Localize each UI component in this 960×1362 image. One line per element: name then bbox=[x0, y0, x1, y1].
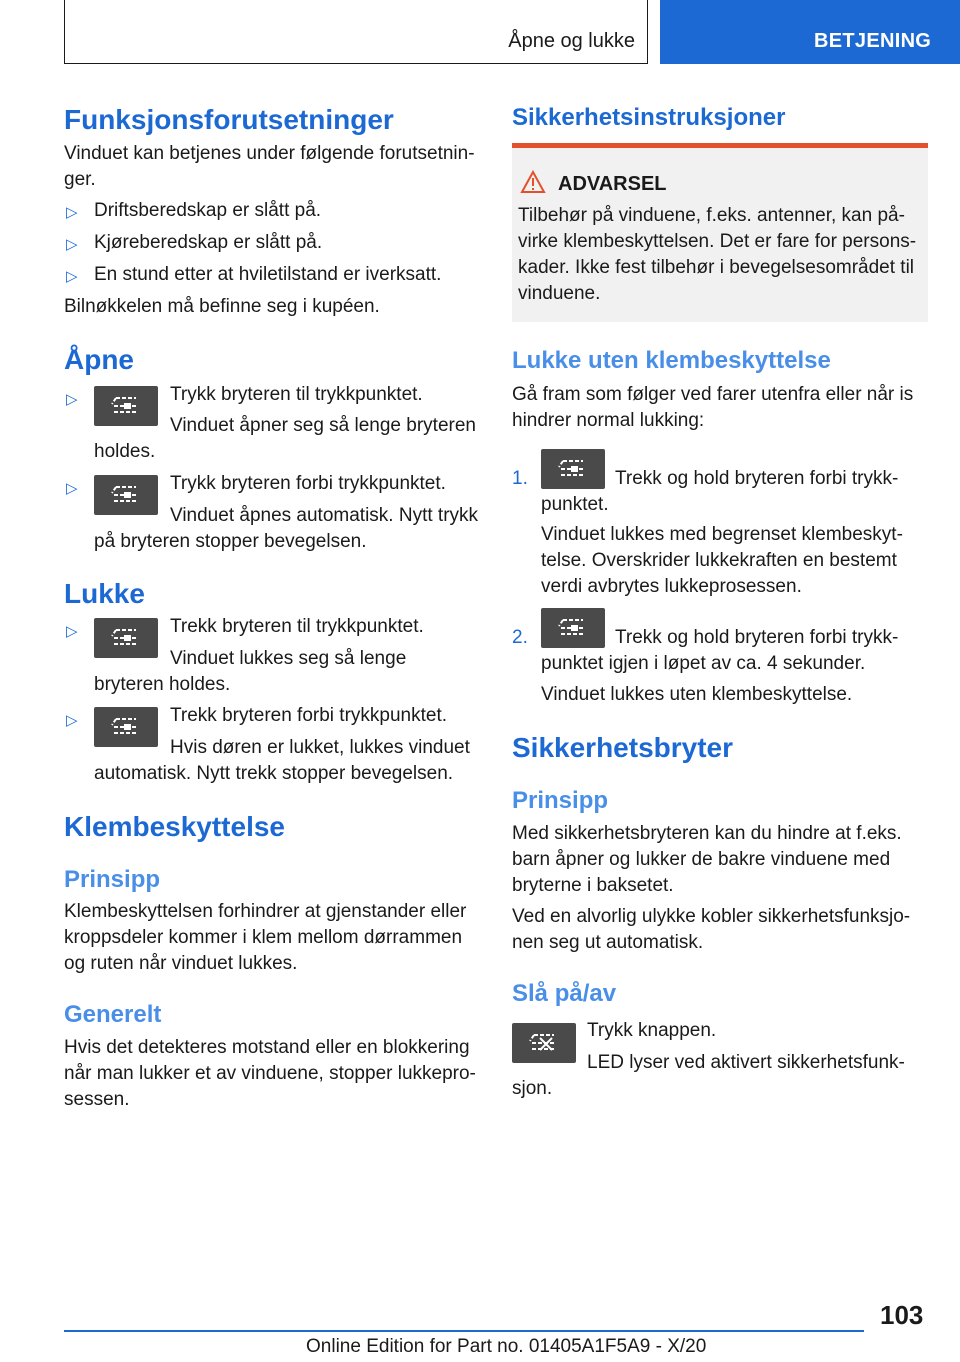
func-outro: Bilnøkkelen må befinne seg i kupéen. bbox=[64, 296, 380, 317]
edition-note: Online Edition for Part no. 01405A1F5A9 - X/20 bbox=[306, 1336, 707, 1357]
heading-prinsipp: Prinsipp bbox=[64, 866, 161, 893]
step-action: Trekk og hold bryteren forbi trykk‐punktet igjen i løpet av ca. 4 sekunder. bbox=[541, 627, 899, 674]
heading-apne: Åpne bbox=[64, 344, 134, 375]
triangle-bullet-icon: ▷ bbox=[66, 268, 78, 285]
func-item: En stund etter at hviletilstand er iverksatt. bbox=[94, 264, 442, 285]
close-item-step: Trekk bryteren forbi trykkpunktet. bbox=[170, 705, 448, 726]
step-result: Vinduet lukkes med begrenset klembeskyt‐telse. Overskrider lukkekraften en bestemt verdi avbrytes lukkeprosessen. bbox=[541, 524, 903, 597]
triangle-bullet-icon: ▷ bbox=[66, 391, 78, 408]
triangle-bullet-icon: ▷ bbox=[66, 623, 78, 640]
chapter-tab-label: BETJENING bbox=[814, 30, 932, 52]
open-item-result: Vinduet åpner seg så lenge bryteren holdes. bbox=[94, 415, 476, 462]
triangle-bullet-icon: ▷ bbox=[66, 236, 78, 253]
warning-triangle-icon bbox=[520, 170, 546, 194]
heading-funksjonsforutsetninger: Funksjonsforutsetninger bbox=[64, 104, 394, 135]
step-number: 1. bbox=[512, 468, 528, 489]
func-item: Kjøreberedskap er slått på. bbox=[94, 232, 323, 253]
func-item: Driftsberedskap er slått på. bbox=[94, 200, 322, 221]
heading-sikkerhetsbryter: Sikkerhetsbryter bbox=[512, 732, 734, 763]
heading-lukke-uten-klembeskyttelse: Lukke uten klembeskyttelse bbox=[512, 347, 831, 374]
close-item-result: Vinduet lukkes seg så lenge bryteren holdes. bbox=[94, 648, 407, 695]
heading-sikkerhetsinstruksjoner: Sikkerhetsinstruksjoner bbox=[512, 104, 786, 131]
open-item-step: Trykk bryteren til trykkpunktet. bbox=[170, 384, 423, 405]
heading-prinsipp-right: Prinsipp bbox=[512, 787, 609, 814]
sla-result: LED lyser ved aktivert sikkerhetsfunk‐sjon. bbox=[512, 1052, 905, 1099]
close-item-result: Hvis døren er lukket, lukkes vinduet automatisk. Nytt trekk stopper bevegelsen. bbox=[94, 737, 470, 784]
prinsipp-p1: Med sikkerhetsbryteren kan du hindre at f.eks. barn åpner og lukker de bakre vinduene med bryterne i baksetet. bbox=[512, 823, 902, 896]
step-number: 2. bbox=[512, 627, 528, 648]
warning-text: Tilbehør på vinduene, f.eks. antenner, kan på‐virke klembeskyttelsen. Det er fare for persons‐kader. Ikke fest tilbehør i bevegelsesområdet til vinduene. bbox=[518, 205, 917, 304]
section-title: Åpne og lukke bbox=[508, 30, 635, 52]
page-number: 103 bbox=[880, 1300, 924, 1330]
heading-klembeskyttelse: Klembeskyttelse bbox=[64, 811, 286, 842]
prinsipp-p2: Ved en alvorlig ulykke kobler sikkerhetsfunksjo‐nen seg ut automatisk. bbox=[512, 906, 911, 953]
generelt-text: Hvis det detekteres motstand eller en blokkering når man lukker et av vinduene, stopper lukkepro‐sessen. bbox=[64, 1037, 476, 1110]
warning-title: ADVARSEL bbox=[558, 173, 667, 195]
triangle-bullet-icon: ▷ bbox=[66, 712, 78, 729]
func-intro: Vinduet kan betjenes under følgende forutsetnin‐ger. bbox=[64, 143, 475, 190]
prinsipp-text: Klembeskyttelsen forhindrer at gjenstander eller kroppsdeler kommer i klem mellom dørrammen og ruten når vinduet lukkes. bbox=[64, 901, 467, 974]
heading-sla-pa-av: Slå på/av bbox=[512, 980, 617, 1007]
open-item-step: Trykk bryteren forbi trykkpunktet. bbox=[170, 473, 446, 494]
footer-divider bbox=[64, 1330, 864, 1332]
triangle-bullet-icon: ▷ bbox=[66, 480, 78, 497]
sla-action: Trykk knappen. bbox=[587, 1020, 717, 1041]
step-result: Vinduet lukkes uten klembeskyttelse. bbox=[541, 684, 853, 705]
step-action: Trekk og hold bryteren forbi trykk‐punktet. bbox=[541, 468, 899, 515]
heading-lukke: Lukke bbox=[64, 578, 145, 609]
heading-generelt: Generelt bbox=[64, 1001, 162, 1028]
open-item-result: Vinduet åpnes automatisk. Nytt trykk på bryteren stopper bevegelsen. bbox=[94, 505, 479, 552]
header-frame bbox=[64, 0, 648, 64]
lukke-intro: Gå fram som følger ved farer utenfra eller når is hindrer normal lukking: bbox=[512, 384, 914, 431]
close-item-step: Trekk bryteren til trykkpunktet. bbox=[170, 616, 424, 637]
warning-box bbox=[512, 143, 928, 322]
chapter-tab bbox=[660, 0, 960, 64]
triangle-bullet-icon: ▷ bbox=[66, 204, 78, 221]
